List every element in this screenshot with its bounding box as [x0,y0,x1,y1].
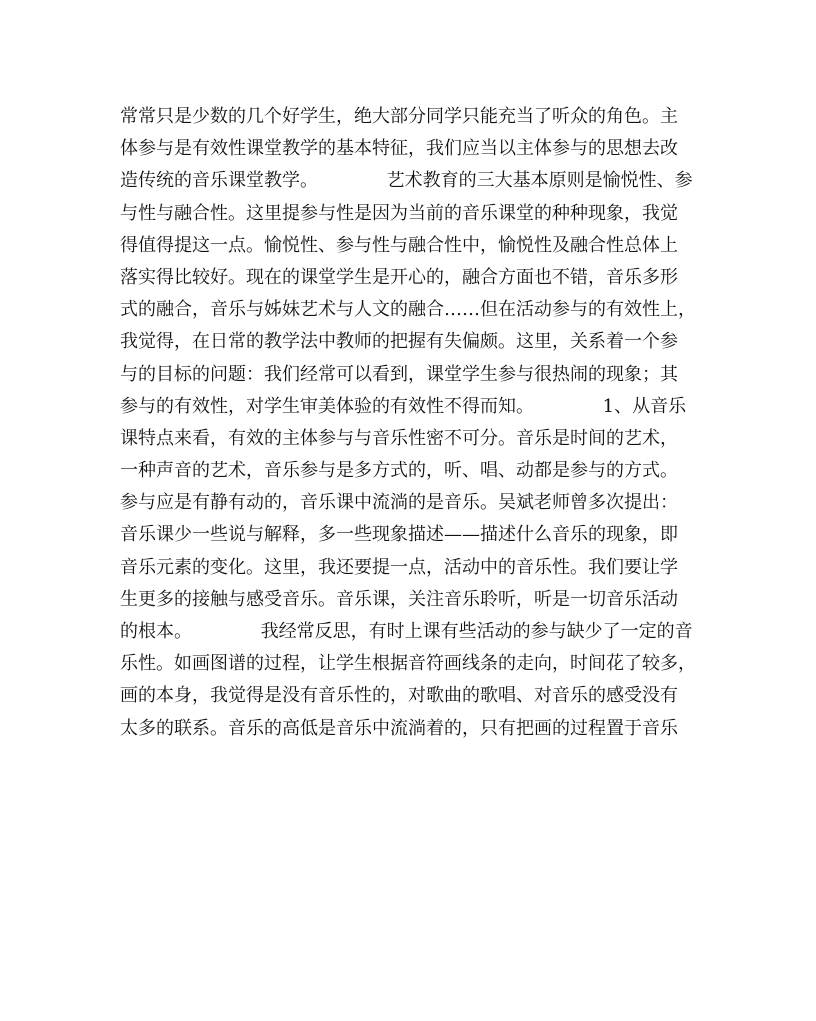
text-line: 一种声音的艺术，音乐参与是多方式的，听、唱、动都是参与的方式。 [120,460,678,482]
body-text [120,101,700,745]
text-line: 式的融合，音乐与姊妹艺术与人文的融合……但在活动参与的有效性上， [120,299,696,321]
text-line: 参与应是有静有动的，音乐课中流淌的是音乐。吴斌老师曾多次提出： [120,492,678,514]
text-line: 落实得比较好。现在的课堂学生是开心的，融合方面也不错，音乐多形 [120,266,678,288]
text-line: 体参与是有效性课堂教学的基本特征，我们应当以主体参与的思想去改 [120,138,678,160]
text-line: 常常只是少数的几个好学生，绝大部分同学只能充当了听众的角色。主 [120,106,678,127]
text-line: 与性与融合性。这里提参与性是因为当前的音乐课堂的种种现象，我觉 [120,202,678,224]
text-line: 生更多的接触与感受音乐。音乐课，关注音乐聆听，听是一切音乐活动 [120,588,678,610]
text-line: 与的目标的问题：我们经常可以看到，课堂学生参与很热闹的现象；其 [120,363,678,385]
text-line: 造传统的音乐课堂教学。 艺术教育的三大基本原则是愉悦性、参 [120,170,693,192]
text-line: 太多的联系。音乐的高低是音乐中流淌着的，只有把画的过程置于音乐 [120,717,678,739]
text-line: 课特点来看，有效的主体参与与音乐性密不可分。音乐是时间的艺术， [120,427,678,449]
text-line: 我觉得，在日常的教学法中教师的把握有失偏颇。这里，关系着一个参 [120,331,678,353]
text-line: 的根本。 我经常反思，有时上课有些活动的参与缺少了一定的音 [120,621,693,642]
text-line: 音乐元素的变化。这里，我还要提一点，活动中的音乐性。我们要让学 [120,556,678,578]
text-line: 得值得提这一点。愉悦性、参与性与融合性中，愉悦性及融合性总体上 [120,234,678,256]
text-line: 音乐课少一些说与解释，多一些现象描述——描述什么音乐的现象，即 [120,524,678,546]
text-line: 乐性。如画图谱的过程，让学生根据音符画线条的走向，时间花了较多， [120,653,696,675]
text-line: 画的本身，我觉得是没有音乐性的，对歌曲的歌唱、对音乐的感受没有 [120,685,678,707]
text-line: 参与的有效性，对学生审美体验的有效性不得而知。 1、从音乐 [120,395,687,417]
